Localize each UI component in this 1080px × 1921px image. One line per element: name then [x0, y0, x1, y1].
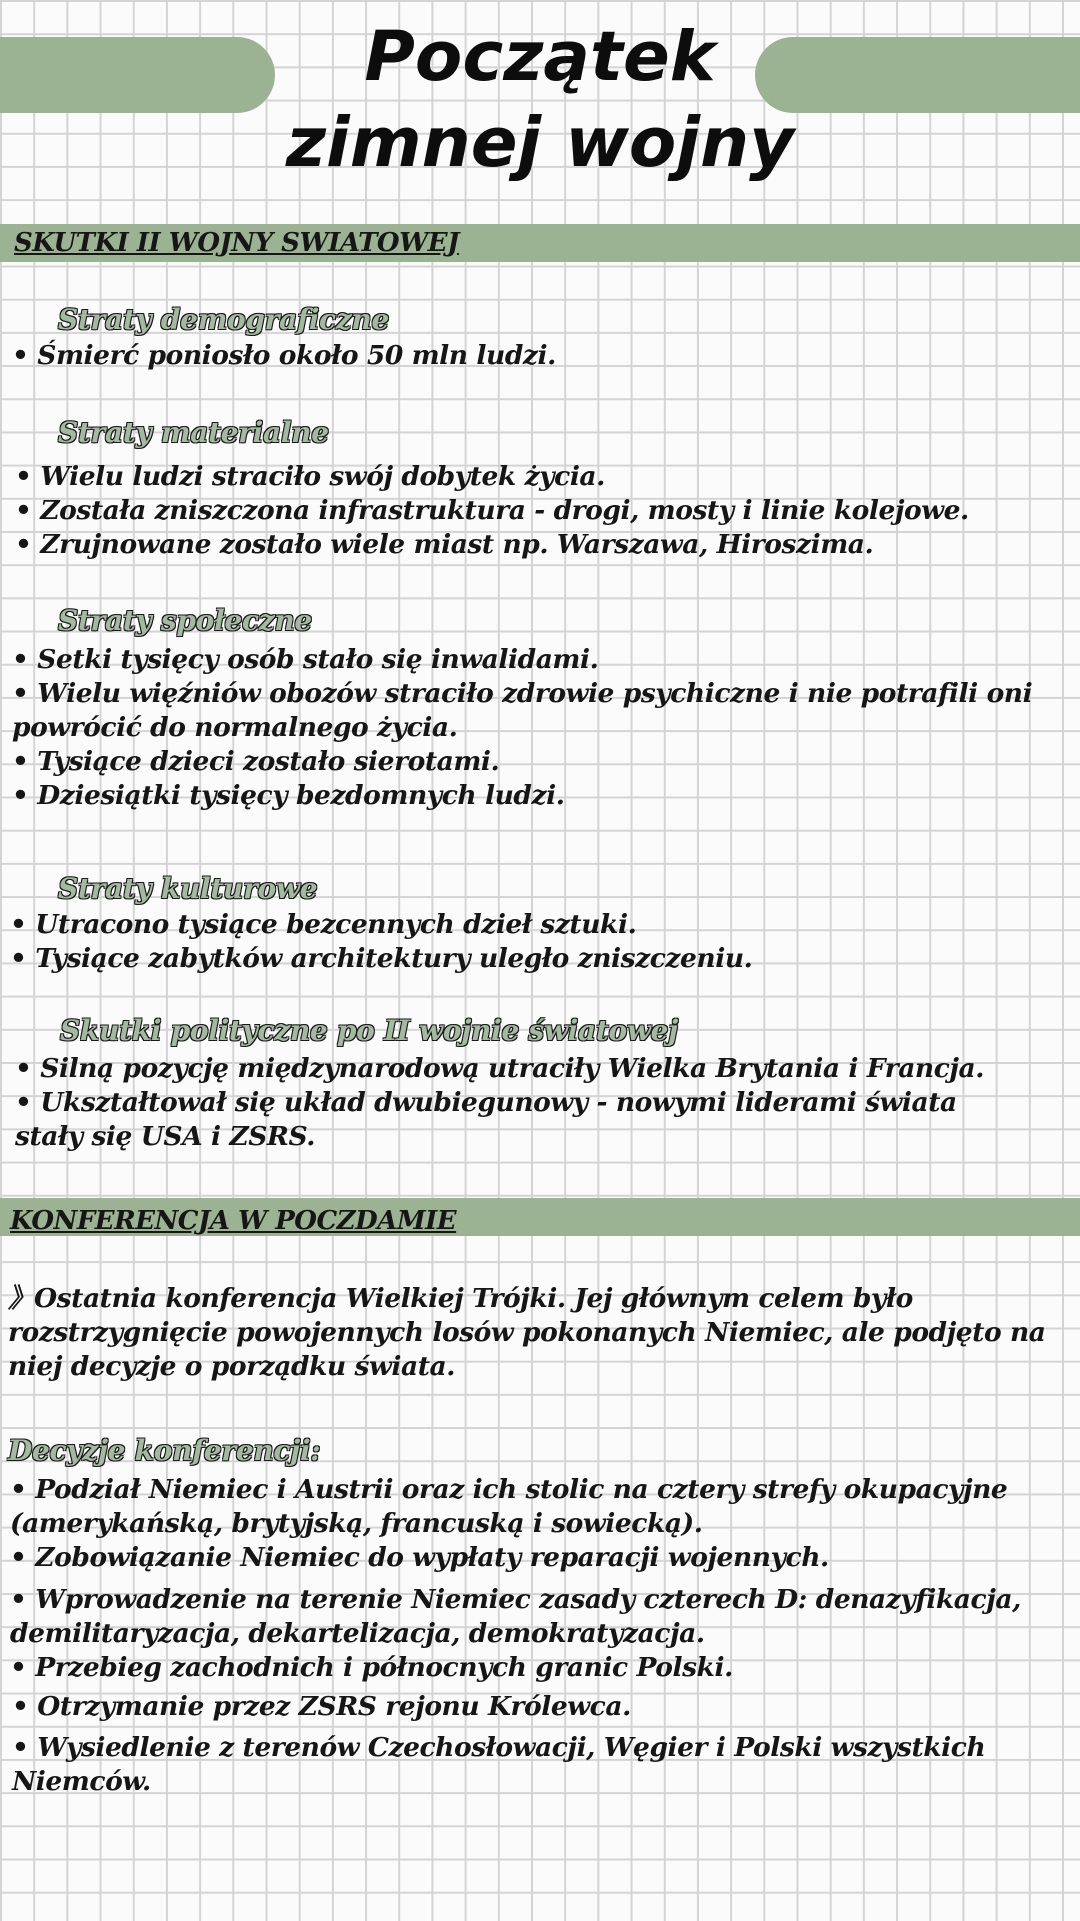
- list-item: • Silną pozycję międzynarodową utraciły Wielka Brytania i Francja.: [15, 1053, 985, 1084]
- list-political: [15, 1052, 984, 1154]
- list-decisions-2: [10, 1583, 1021, 1685]
- list-material: [15, 460, 969, 562]
- list-item: • Śmierć poniosło około 50 mln ludzi.: [12, 340, 556, 371]
- list-item: • Utracono tysiące bezcennych dzieł sztuki.: [10, 909, 637, 940]
- section-heading-poczdam: KONFERENCJA W POCZDAMIE: [10, 1206, 457, 1236]
- list-item: stały się USA i ZSRS.: [15, 1121, 316, 1152]
- list-item: • Dziesiątki tysięcy bezdomnych ludzi.: [12, 780, 565, 811]
- list-item: • Otrzymanie przez ZSRS rejonu Królewca.: [12, 1691, 631, 1722]
- list-item: (amerykańską, brytyjską, francuską i sowiecką).: [10, 1508, 703, 1539]
- subheading-social: Straty społeczne: [58, 604, 312, 637]
- subheading-political: Skutki polityczne po II wojnie światowej: [60, 1014, 679, 1047]
- intro-paragraph: [8, 1282, 1046, 1384]
- list-item: Niemców.: [12, 1766, 151, 1797]
- subheading-cultural: Straty kulturowe: [58, 872, 318, 905]
- list-item: • Tysiące zabytków architektury uległo zniszczeniu.: [10, 943, 753, 974]
- page-title-line-2: zimnej wojny: [285, 103, 795, 183]
- list-item: • Wielu ludzi straciło swój dobytek życia.: [15, 461, 605, 492]
- list-item: • Setki tysięcy osób stało się inwalidami.: [12, 644, 599, 675]
- list-decisions-4: [12, 1731, 985, 1799]
- list-cultural: [10, 908, 752, 976]
- list-item: powrócić do normalnego życia.: [12, 712, 458, 743]
- list-social: [12, 643, 1032, 813]
- subheading-demographic: Straty demograficzne: [58, 303, 389, 336]
- page-title-line-1: Początek: [364, 17, 716, 97]
- list-item: • Zobowiązanie Niemiec do wypłaty reparacji wojennych.: [10, 1542, 829, 1573]
- list-item: • Wysiedlenie z terenów Czechosłowacji, Węgier i Polski wszystkich: [12, 1732, 986, 1763]
- paragraph-line: rozstrzygnięcie powojennych losów pokonanych Niemiec, ale podjęto na: [8, 1317, 1046, 1348]
- paragraph-line: niej decyzje o porządku świata.: [8, 1351, 455, 1382]
- list-item: demilitaryzacja, dekartelizacja, demokratyzacja.: [10, 1618, 705, 1649]
- list-item: • Wprowadzenie na terenie Niemiec zasady czterech D: denazyfikacja,: [10, 1584, 1021, 1615]
- list-decisions-1: [10, 1473, 1007, 1575]
- section-heading-skutki: SKUTKI II WOJNY SWIATOWEJ: [14, 228, 459, 258]
- paragraph-line: 》Ostatnia konferencja Wielkiej Trójki. Jej głównym celem było: [8, 1283, 913, 1314]
- list-item: • Przebieg zachodnich i północnych granic Polski.: [10, 1652, 733, 1683]
- subheading-material: Straty materialne: [58, 416, 329, 449]
- list-item: • Tysiące dzieci zostało sierotami.: [12, 746, 500, 777]
- list-item: • Ukształtował się układ dwubiegunowy - nowymi liderami świata: [15, 1087, 957, 1118]
- list-item: • Została zniszczona infrastruktura - drogi, mosty i linie kolejowe.: [15, 495, 969, 526]
- list-demographic: [12, 339, 556, 373]
- list-item: • Podział Niemiec i Austrii oraz ich stolic na cztery strefy okupacyjne: [10, 1474, 1008, 1505]
- subheading-decisions: Decyzje konferencji:: [8, 1434, 321, 1467]
- list-item: • Wielu więźniów obozów straciło zdrowie psychiczne i nie potrafili oni: [12, 678, 1033, 709]
- list-item: • Zrujnowane zostało wiele miast np. Warszawa, Hiroszima.: [15, 529, 874, 560]
- list-decisions-3: [12, 1690, 631, 1724]
- page-title: [0, 14, 1080, 186]
